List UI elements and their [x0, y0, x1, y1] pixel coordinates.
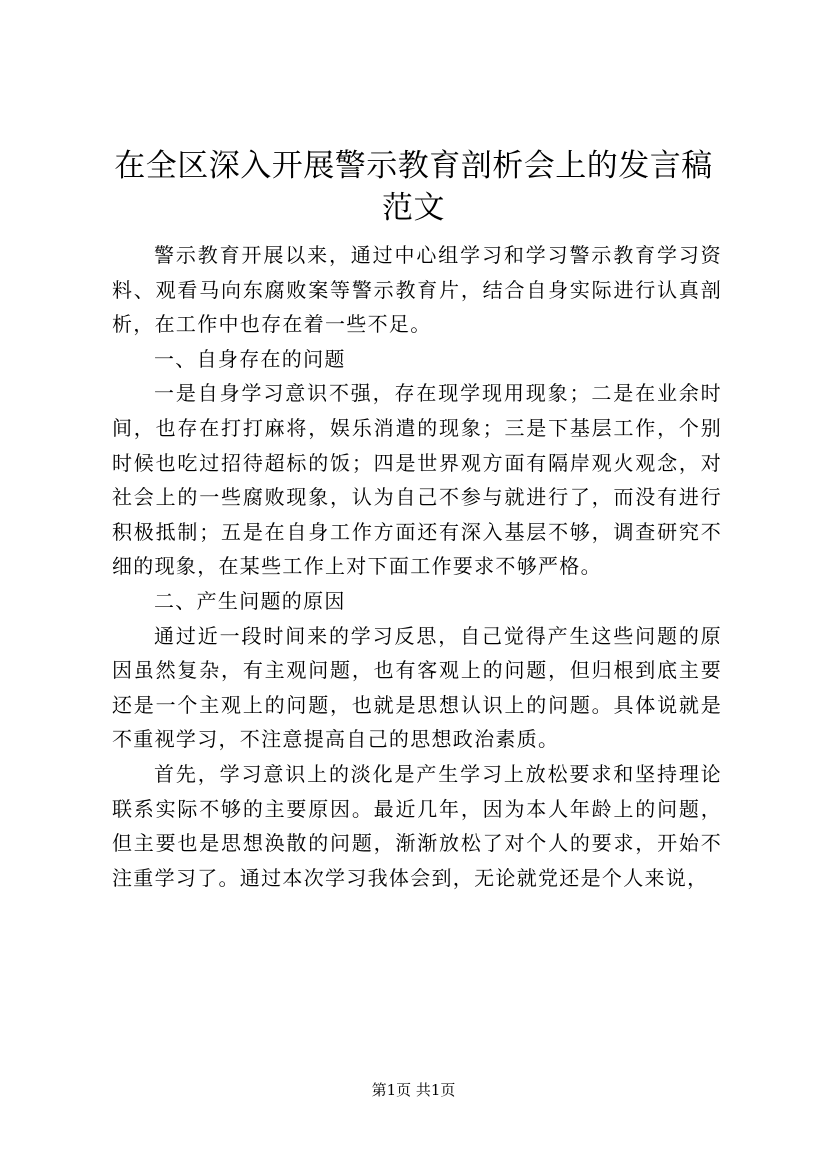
paragraph-causes: 通过近一段时间来的学习反思，自己觉得产生这些问题的原因虽然复杂，有主观问题，也有客观上的问题，但归根到底主要还是一个主观上的问题，也就是思想认识上的问题。具体说就是不重视学习，不注意提高自己的思想政治素质。 [112, 623, 722, 752]
paragraph-problems: 一是自身学习意识不强，存在现学现用现象；二是在业余时间，也存在打打麻将，娱乐消遣的现象；三是下基层工作，个别时候也吃过招待超标的饭；四是世界观方面有隔岸观火观念，对社会上的一些腐败现象，认为自己不参与就进行了，而没有进行积极抵制；五是在自身工作方面还有深入基层不够，调查研究不细的现象，在某些工作上对下面工作要求不够严格。 [112, 381, 722, 579]
page-footer: 第1页 共1页 [371, 1081, 456, 1099]
document-body [112, 238, 722, 895]
paragraph-intro: 警示教育开展以来，通过中心组学习和学习警示教育学习资料、观看马向东腐败案等警示教育片，结合自身实际进行认真剖析，在工作中也存在着一些不足。 [112, 243, 722, 337]
section-heading-causes: 二、产生问题的原因 [154, 588, 346, 613]
section-heading-problems: 一、自身存在的问题 [154, 346, 346, 371]
document-title: 在全区深入开展警示教育剖析会上的发言稿范文 [114, 148, 713, 226]
paragraph-first-cause: 首先，学习意识上的淡化是产生学习上放松要求和坚持理论联系实际不够的主要原因。最近几年，因为本人年龄上的问题，但主要也是思想涣散的问题，渐渐放松了对个人的要求，开始不注重学习了。通过本次学习我体会到，无论就党还是个人来说， [112, 761, 722, 890]
